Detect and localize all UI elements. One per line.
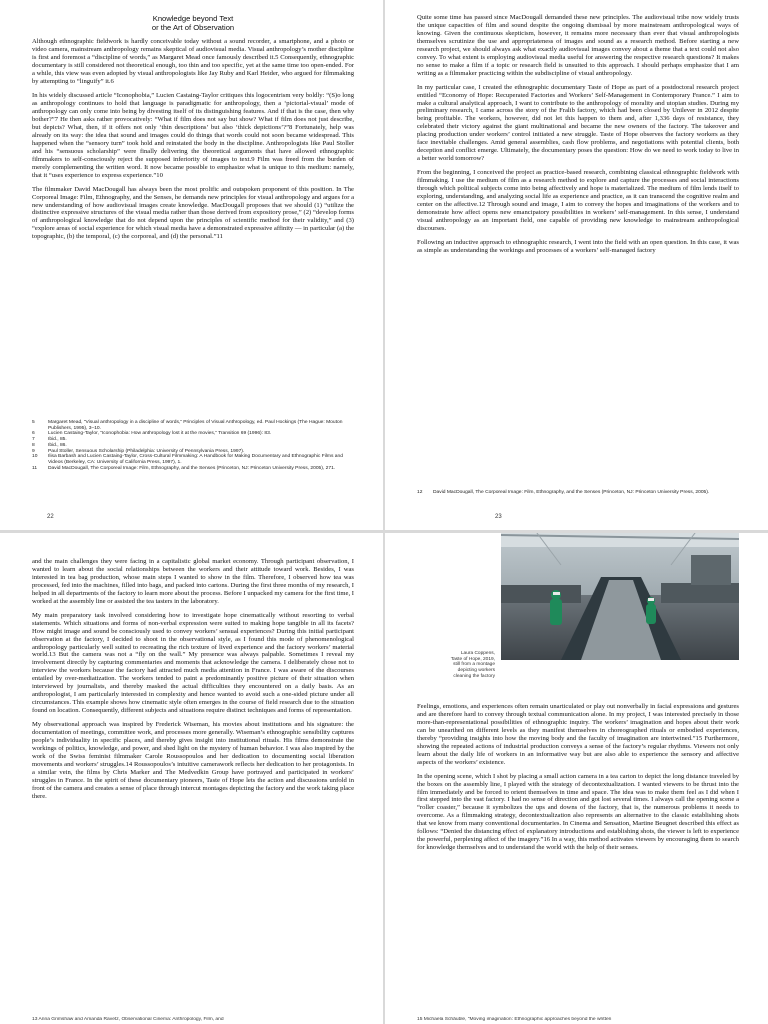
paragraph: Following an inductive approach to ethnographic research, I went into the field with an open question. In this case, it was as simple as understanding the workings and processes of a workers’ self-managed factory: [417, 238, 739, 254]
footnote: 6 Lucien Castaing-Taylor, “Iconophobia: How anthropology lost it at the movies,” Transition 69 (1996): 83.: [32, 431, 272, 437]
footnote: 11 David MacDougall, The Corporeal Image: Film, Ethnography, and the Senses (Princeton, NJ: Princeton University Press, 2005), 271.: [32, 465, 336, 471]
chapter-title: Knowledge beyond Text or the Art of Observation: [151, 14, 235, 33]
page-25: [385, 533, 768, 1024]
footnotes: [417, 490, 739, 496]
footnote-partial: 13 Anna Grimshaw and Amanda Ravetz, Observational Cinema: Anthropology, Film, and: [32, 1017, 224, 1022]
page-24: [0, 533, 383, 1024]
paragraph: From the beginning, I conceived the project as practice-based research, combining classical ethnographic fieldwork with filmmaking. I use the medium of film as a research method to explore and capture the processes and social interactions through which political subjects come into being affectively and hope is materialized. The medium of film lends itself to exploring, understanding, and analyzing social life as experience and practice, as it can transcend the cognitive realm and center on the affective.12 Through sound and image, I aim to convey the hopes and imaginations of the workers and to demonstrate how affect opens new emancipatory possibilities in workers’ self-management. In this sense, I understand visual anthropology as an important field, one capable of providing new knowledge to mainstream anthropological discourses.: [417, 169, 739, 232]
page-22: [0, 0, 383, 530]
page-24-body: [32, 558, 354, 807]
page-22-body: [32, 14, 354, 247]
footnotes: [32, 420, 354, 471]
paragraph: In his widely discussed article “Iconophobia,” Lucien Castaing-Taylor critiques this logocentrism very boldly: “(S)o long as anthropology continues to hold that language is paradigmatic for anthropology, then a ‘pictorial-visual’ mode of anthropology can only come into being by divesting itself of its distinguishing features. And if that is the case, then why bother?”7 He then asks rather provocatively: “What if film does not say but show? What if film does not just describe, but depicts? What, then, if it offers not only ‘thin descriptions’ but also ‘thick depictions’?”8 Fortunately, help was already on its way: the idea that sound and images could do things that words could not soon became widespread. This happened when the “sensory turn” took hold and reinstated the body in the discipline. Anthropologists like Paul Stoller and his “sensuous scholarship” were finally delivering the theoretical arguments that have allowed ethnographic filmmakers to self-consciously reject the supposed inferiority of images to text.9 Film was freed from the burden of merely complementing the written word. It now became possible to emphasize what is unique to this medium: namely, that it “uses experience to express experience.”10: [32, 92, 354, 179]
page-number: 22: [47, 514, 54, 520]
paragraph: Quite some time has passed since MacDougall demanded these new principles. The audiovisual tribe now widely trusts the unique capacities of film and sound despite the ongoing dismissal by more mainstream anthropological ways of knowing. Given the continuous skepticism, however, it remains more necessary than ever that visual anthropologists themselves scrutinize the use and appropriateness of images and sound as a research method. Before starting a new research project, we should always ask what exactly audiovisual images convey about a theme that a text could not also convey. To what extent is employing audiovisual media useful for answering the respective research questions? It makes no sense to make a film if a topic or research field is unsuited to this approach. I should perhaps emphasize that I am writing as a filmmaker practicing within the subdiscipline of visual anthropology.: [417, 14, 739, 77]
paragraph: Although ethnographic fieldwork is hardly conceivable today without a sound recorder, a smartphone, and a photo or video camera, mainstream anthropology remains skeptical of audiovisual media. Visual anthropology’s mother discipline is first and foremost a “discipline of words,” as Margaret Mead once famously described it.5 Consequently, ethnographic documentary is still considered not theoretical enough, too thin and too specific, yet at the same time too open-ended. For a while, this view was even adopted by visual anthropologists like Jay Ruby and Karl Heider, who argued for filmmaking by attempting to “linguify” it.6: [32, 38, 354, 86]
factory-photo: [501, 533, 739, 660]
page-number: 23: [495, 514, 502, 520]
paragraph: Feelings, emotions, and experiences often remain unarticulated or play out nonverbally in facial expressions and gestures and are therefore hard to convey through textual communication alone. In my project, I was interested precisely in those more-than-representational possibilities of ethnographic inquiry. The workers’ imagination and hopes about their work can be unearthed on different levels as they manifest themselves in choreographed rituals or embodied experiences, thereby “providing insights into how the moving body and the faculty of imagination are intertwined.”15 Furthermore, showing the repeated actions of industrial production conveys a sense of the factory’s regular rhythms. Viewers not only learn about the daily life of workers in an informative way but are also able to experience the sensory and affective aspects of the workers’ existence.: [417, 703, 739, 766]
paragraph: In the opening scene, which I shot by placing a small action camera in a tea carton to depict the long distance traveled by the boxes on the assembly line, I played with the strategy of decontextualization. I wanted viewers to be thrust into the film immediately and be forced to orient themselves in time and space. The idea was to make them feel as I did when I first stepped into the vast factory. I had no sense of direction and got lost several times. I always call the opening scene a “roller coaster,” because it symbolizes the ups and downs of the factory, that is, the numerous problems it needs to overcome. As a filmmaking strategy, decontextualization also represents an alternative to the classic establishing shots that we know from many conventional documentaries. In Cinema and Sensation, Martine Beugnet described this effect as follows: “Denied the distancing effect of explanatory introductions and establishing shots, the viewer is left to experience the powerful, perplexing affect of the imagery.”16 In a way, this method activates viewers by encouraging them to search for knowledge themselves and to understand the world with the help of their senses.: [417, 772, 739, 852]
footnote-partial: 15 Michaela Schäuble, “Moving imagination: Ethnographic approaches beyond the written: [417, 1017, 612, 1022]
footnote: 5 Margaret Mead, “Visual anthropology in a discipline of words,” Principles of Visual Anthropology, ed. Paul Hockings (The Hague: Mouton Publishers, 1995), 3–10.: [32, 420, 343, 431]
page-23-body: [417, 14, 739, 261]
paragraph: In my particular case, I created the ethnographic documentary Taste of Hope as part of a postdoctoral research project entitled “Economy of Hope: Recuperated Factories and Workers’ Self-Management in Contemporary France.” I aim to make a cultural analytical approach, I want to contribute to the anthropology of morality and utopian studies. During my preliminary research, I came across the story of the Fralib factory, which had been closed by Unilever in 2012 despite being profitable. The workers, however, did not let this happen to them and, after 1,336 days of resistance, they celebrated their victory against the giant multinational and became the new owners of the factory. The takeover and placing production under workers’ control initiated a new struggle. Taste of Hope observes the factory workers as they face inevitable challenges. Amid general assemblies, cash flow problems, and negotiations with potential clients, both deception and conflict emerge. Ultimately, the documentary poses the question: How do we need to work today to live in a better world tomorrow?: [417, 83, 739, 163]
paragraph: and the main challenges they were facing in a capitalistic global market economy. Through participant observation, I wanted to learn about the social relationships between the workers and their attitude toward work. Besides, I was interested in tea bag production, whose main steps I wanted to show in the film. Therefore, I observed how tea was processed, fed into the machines, filled into bags, and packed into cartons. During the first three months of my research, I helped in all departments of the factory to learn more about the process. Before I unpacked my camera for the first time, I worked at the assembly line or assisted the tea tasters in the laboratory.: [32, 558, 354, 605]
page-23: [385, 0, 768, 530]
page-25-body: [417, 703, 739, 858]
footnote: 10 Ilisa Barbash and Lucien Castaing-Taylor, Cross-Cultural Filmmaking: A Handbook for Making Documentary and Ethnographic Films and Videos (Berkeley, CA: University of California Press, 1997), 1.: [32, 454, 343, 465]
paragraph: My main preparatory task involved considering how to investigate hope cinematically without resorting to verbal statements. Which situations and forms of non-verbal expression were suited to making hope tangible in all its facets? How might image and sound be consciously used to convey workers’ sensual experiences? During this initial participant observation at the factory, I decided to shoot in the observational style, as I found this mode of phenomenological anthropology particularly well suited to recreating the rich texture of lived experience and the factory workers’ material world.13 But the camera was not a “fly on the wall.” My presence was always palpable. Sometimes I reveal my involvement directly by capturing commentaries and moments that acknowledge the camera. I deliberately chose not to interview the workers because the factory had attracted much media attention in France. I was aware of the discourses entailed by over-mediatization. The workers tended to paint a predominantly positive picture of their situation when interviewed by journalists, and thereby masked the actual difficulties they encountered on a daily basis. As an anthropologist, I am particularly interested in complexity and hence wanted to avoid such a one-sided picture under all circumstances. This example shows how cinematic style often emerges in the course of field research due to the situation found on location. Consequently, different subjects and situations require distinct techniques and forms of representation.: [32, 611, 354, 715]
figure-caption: Laura Coppens, Taste of Hope, 2019, still from a montage depicting workers cleaning the factory: [450, 651, 495, 679]
footnote: 9 Paul Stoller, Sensuous Scholarship (Philadelphia: University of Pennsylvania Press, 1997).: [32, 448, 245, 454]
footnote: 8 Ibid., 86.: [32, 442, 67, 448]
footnote: 12 David MacDougall, The Corporeal Image: Film, Ethnography, and the Senses (Princeton, NJ: Princeton University Press, 2005).: [417, 490, 710, 495]
footnote: 7 Ibid., 85.: [32, 437, 67, 443]
paragraph: The filmmaker David MacDougall has always been the most prolific and outspoken proponent of this position. In The Corporeal Image: Film, Ethnography, and the Senses, he demands new principles for visual anthropology and argues for a new understanding of how audiovisual images create knowledge. MacDougall proposes that we should (1) “utilize the distinctive expressive structures of the visual media rather than those derived from expository prose,” (2) “develop forms of anthropological knowledge that do not depend upon the principles of scientific method for their validity,” and (3) “explore areas of social experience for which visual media have a demonstrated expressive affinity — in particular (a) the topographic, (b) the temporal, (c) the corporeal, and (d) the personal.”11: [32, 185, 354, 241]
paragraph: My observational approach was inspired by Frederick Wiseman, his movies about institutions and his signature: the documentation of meetings, committee work, and processes more generally. Wiseman’s ethnographic sensibility captures people’s individuality in specific places, and thereby gives insight into institutional rituals. His films demonstrate the workings of politics, knowledge, and power, and shed light on the mystery of human behavior. I was also inspired by the work of the Swiss feminist filmmaker Carole Roussopoulos and her dedication to documenting social liberation movements and workers’ struggles.14 Roussopoulos’s intuitive camerawork reflects her dedication to her protagonists. In a similar vein, the films by Chris Marker and The Medvedkin Group have portrayed and participated in workers’ struggles in France. In the spirit of these documentary pioneers, Taste of Hope lets the action and discussions unfold in front of the camera and creates a sense of place through intercut montages depicting the factory and the work taking place there.: [32, 721, 354, 800]
